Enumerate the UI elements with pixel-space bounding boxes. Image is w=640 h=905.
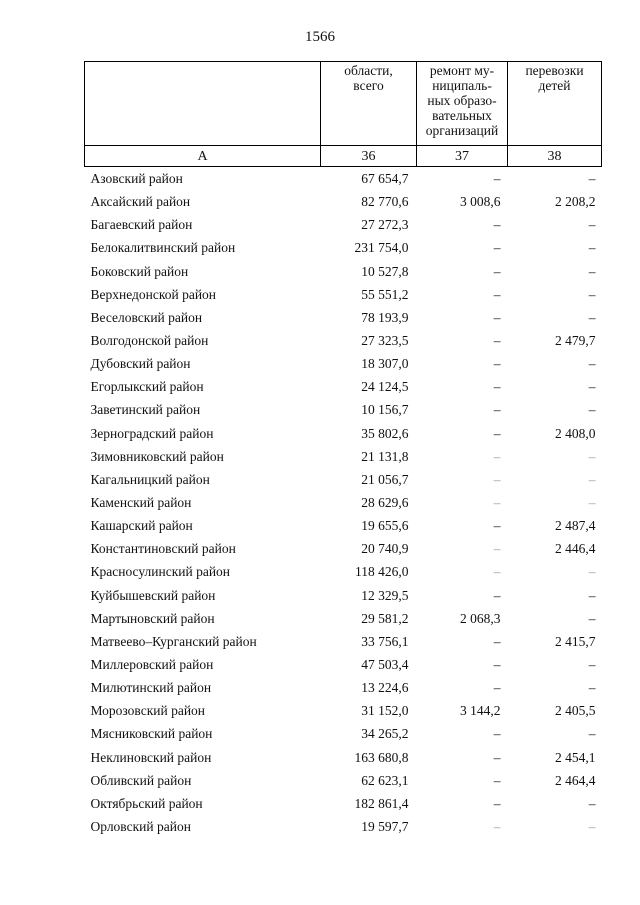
transport-value: – bbox=[588, 286, 596, 302]
transport-value: – bbox=[588, 356, 596, 372]
total-value: 29 581,2 bbox=[361, 610, 409, 626]
table-row bbox=[85, 398, 602, 421]
district-name: Орловский район bbox=[90, 819, 191, 834]
repair-value: – bbox=[493, 633, 501, 649]
column-code: 37 bbox=[417, 146, 508, 167]
repair-value: – bbox=[493, 587, 501, 603]
total-value: 31 152,0 bbox=[361, 703, 409, 719]
header-total-line: области, bbox=[344, 63, 393, 78]
table-row bbox=[85, 213, 602, 236]
column-code-row bbox=[85, 146, 602, 167]
table-row bbox=[85, 653, 602, 676]
total-value: 27 272,3 bbox=[361, 217, 409, 233]
transport-value: – bbox=[588, 263, 596, 279]
table-row bbox=[85, 306, 602, 329]
repair-value: – bbox=[493, 795, 501, 811]
repair-value: – bbox=[493, 749, 501, 765]
district-name: Дубовский район bbox=[90, 356, 191, 372]
district-name: Морозовский район bbox=[90, 703, 206, 719]
repair-value: 2 068,3 bbox=[460, 610, 501, 626]
district-name: Неклиновский район bbox=[90, 749, 212, 765]
transport-value: – bbox=[588, 448, 596, 464]
district-name: Азовский район bbox=[90, 171, 183, 187]
table-row bbox=[85, 792, 602, 815]
transport-value: – bbox=[588, 217, 596, 233]
table-row bbox=[85, 560, 602, 583]
table-row bbox=[85, 236, 602, 259]
transport-value: – bbox=[588, 240, 596, 256]
district-name: Куйбышевский район bbox=[90, 587, 216, 603]
district-name: Красносулинский район bbox=[90, 564, 231, 580]
repair-value: – bbox=[493, 425, 501, 441]
repair-value: – bbox=[493, 356, 501, 372]
district-name: Мартыновский район bbox=[90, 610, 215, 626]
header-total-line: всего bbox=[353, 78, 384, 93]
district-name: Багаевский район bbox=[90, 217, 193, 233]
total-value: 21 131,8 bbox=[361, 448, 409, 464]
header-row bbox=[85, 62, 602, 146]
table-row bbox=[85, 769, 602, 792]
table-row bbox=[85, 375, 602, 398]
total-value: 231 754,0 bbox=[354, 240, 409, 256]
table-row bbox=[85, 514, 602, 537]
repair-value: – bbox=[493, 333, 501, 349]
district-name: Кашарский район bbox=[90, 518, 193, 534]
transport-value: 2 479,7 bbox=[555, 333, 596, 349]
table-header bbox=[85, 62, 602, 167]
district-name: Зерноградский район bbox=[90, 425, 214, 441]
repair-value: – bbox=[493, 402, 501, 418]
transport-value: – bbox=[588, 680, 596, 696]
district-name: Верхнедонской район bbox=[90, 286, 217, 302]
total-value: 118 426,0 bbox=[355, 564, 409, 580]
transport-value: 2 487,4 bbox=[555, 518, 596, 534]
repair-value: 3 144,2 bbox=[460, 703, 501, 719]
repair-value: – bbox=[493, 263, 501, 279]
table-row bbox=[85, 329, 602, 352]
district-name: Каменский район bbox=[90, 495, 192, 511]
table-row bbox=[85, 584, 602, 607]
column-code: 36 bbox=[321, 146, 417, 167]
transport-value: – bbox=[588, 379, 596, 395]
table-row bbox=[85, 630, 602, 653]
table-row bbox=[85, 190, 602, 213]
table-row bbox=[85, 607, 602, 630]
district-name: Белокалитвинский район bbox=[90, 240, 236, 256]
transport-value: – bbox=[588, 564, 596, 580]
district-name: Веселовский район bbox=[90, 309, 203, 325]
district-name: Боковский район bbox=[90, 263, 189, 279]
district-name: Милютинский район bbox=[90, 680, 212, 696]
transport-value: – bbox=[588, 587, 596, 603]
table-row bbox=[85, 722, 602, 745]
repair-value: – bbox=[493, 217, 501, 233]
district-name: Матвеево–Курганский район bbox=[90, 633, 257, 649]
repair-value: – bbox=[493, 657, 501, 673]
header-transport-line: детей bbox=[538, 78, 571, 93]
repair-value: – bbox=[493, 564, 501, 580]
transport-value: 2 208,2 bbox=[555, 194, 596, 210]
district-name: Миллеровский район bbox=[90, 657, 214, 673]
table-row bbox=[85, 699, 602, 722]
total-value: 19 655,6 bbox=[361, 518, 409, 534]
repair-value: – bbox=[493, 541, 501, 557]
header-repair-line: ремонт му- bbox=[429, 63, 495, 78]
repair-value: 3 008,6 bbox=[460, 194, 501, 210]
repair-value: – bbox=[493, 772, 501, 788]
transport-value: – bbox=[588, 726, 596, 742]
transport-value: – bbox=[588, 171, 596, 187]
district-name: Обливский район bbox=[90, 772, 192, 788]
transport-value: 2 415,7 bbox=[555, 633, 596, 649]
transport-value: – bbox=[588, 610, 596, 626]
repair-value: – bbox=[493, 240, 501, 256]
total-value: 10 527,8 bbox=[361, 263, 409, 279]
header-repair-line: ных образо- bbox=[427, 93, 497, 108]
total-value: 20 740,9 bbox=[361, 541, 409, 557]
header-name-column bbox=[85, 62, 321, 146]
repair-value: – bbox=[493, 379, 501, 395]
header-total-column bbox=[321, 62, 417, 146]
repair-value: – bbox=[493, 471, 501, 487]
table-row bbox=[85, 746, 602, 769]
total-value: 47 503,4 bbox=[361, 657, 409, 673]
transport-value: – bbox=[588, 495, 596, 511]
table-row bbox=[85, 537, 602, 560]
total-value: 78 193,9 bbox=[361, 309, 409, 325]
repair-value: – bbox=[493, 286, 501, 302]
transport-value: – bbox=[588, 795, 596, 811]
total-value: 27 323,5 bbox=[361, 333, 409, 349]
column-code: 38 bbox=[508, 146, 602, 167]
header-transport-column bbox=[508, 62, 602, 146]
transport-value: 2 464,4 bbox=[555, 772, 596, 788]
total-value: 62 623,1 bbox=[361, 772, 409, 788]
repair-value: – bbox=[493, 819, 501, 834]
total-value: 34 265,2 bbox=[361, 726, 409, 742]
repair-value: – bbox=[493, 309, 501, 325]
repair-value: – bbox=[493, 518, 501, 534]
repair-value: – bbox=[493, 171, 501, 187]
column-code: А bbox=[85, 146, 321, 167]
transport-value: – bbox=[588, 819, 596, 834]
district-name: Октябрьский район bbox=[90, 795, 203, 811]
total-value: 35 802,6 bbox=[361, 425, 409, 441]
table-row bbox=[85, 445, 602, 468]
budget-table bbox=[84, 61, 602, 838]
total-value: 28 629,6 bbox=[361, 495, 409, 511]
table-row bbox=[85, 815, 602, 838]
district-name: Кагальницкий район bbox=[90, 471, 210, 487]
table-body bbox=[85, 167, 602, 839]
table-row bbox=[85, 422, 602, 445]
header-repair-line: организаций bbox=[425, 123, 499, 138]
total-value: 19 597,7 bbox=[361, 819, 409, 834]
transport-value: – bbox=[588, 309, 596, 325]
transport-value: 2 405,5 bbox=[555, 703, 596, 719]
table-row bbox=[85, 352, 602, 375]
repair-value: – bbox=[493, 448, 501, 464]
total-value: 82 770,6 bbox=[361, 194, 409, 210]
total-value: 163 680,8 bbox=[354, 749, 409, 765]
total-value: 13 224,6 bbox=[361, 680, 409, 696]
table-row bbox=[85, 491, 602, 514]
total-value: 182 861,4 bbox=[354, 795, 409, 811]
repair-value: – bbox=[493, 680, 501, 696]
district-name: Мясниковский район bbox=[90, 726, 213, 742]
total-value: 12 329,5 bbox=[361, 587, 409, 603]
total-value: 21 056,7 bbox=[361, 471, 409, 487]
district-name: Зимовниковский район bbox=[90, 448, 224, 464]
transport-value: – bbox=[588, 657, 596, 673]
district-name: Егорлыкский район bbox=[90, 379, 204, 395]
transport-value: – bbox=[588, 402, 596, 418]
table-row bbox=[85, 468, 602, 491]
district-name: Аксайский район bbox=[90, 194, 191, 210]
total-value: 33 756,1 bbox=[361, 633, 409, 649]
header-transport-line: перевозки bbox=[525, 63, 584, 78]
header-repair-line: вательных bbox=[432, 108, 492, 123]
repair-value: – bbox=[493, 726, 501, 742]
total-value: 67 654,7 bbox=[361, 171, 409, 187]
district-name: Волгодонской район bbox=[90, 333, 209, 349]
page-number: 1566 bbox=[305, 29, 335, 45]
table-row bbox=[85, 676, 602, 699]
district-name: Заветинский район bbox=[90, 402, 201, 418]
district-name: Константиновский район bbox=[90, 541, 236, 557]
transport-value: 2 446,4 bbox=[555, 541, 596, 557]
table-row bbox=[85, 283, 602, 306]
total-value: 18 307,0 bbox=[361, 356, 409, 372]
total-value: 10 156,7 bbox=[361, 402, 409, 418]
transport-value: 2 454,1 bbox=[555, 749, 596, 765]
total-value: 24 124,5 bbox=[361, 379, 409, 395]
transport-value: – bbox=[588, 471, 596, 487]
transport-value: 2 408,0 bbox=[555, 425, 596, 441]
table-row bbox=[85, 167, 602, 191]
header-repair-column bbox=[417, 62, 508, 146]
total-value: 55 551,2 bbox=[361, 286, 409, 302]
table-row bbox=[85, 260, 602, 283]
repair-value: – bbox=[493, 495, 501, 511]
header-repair-line: ниципаль- bbox=[432, 78, 492, 93]
